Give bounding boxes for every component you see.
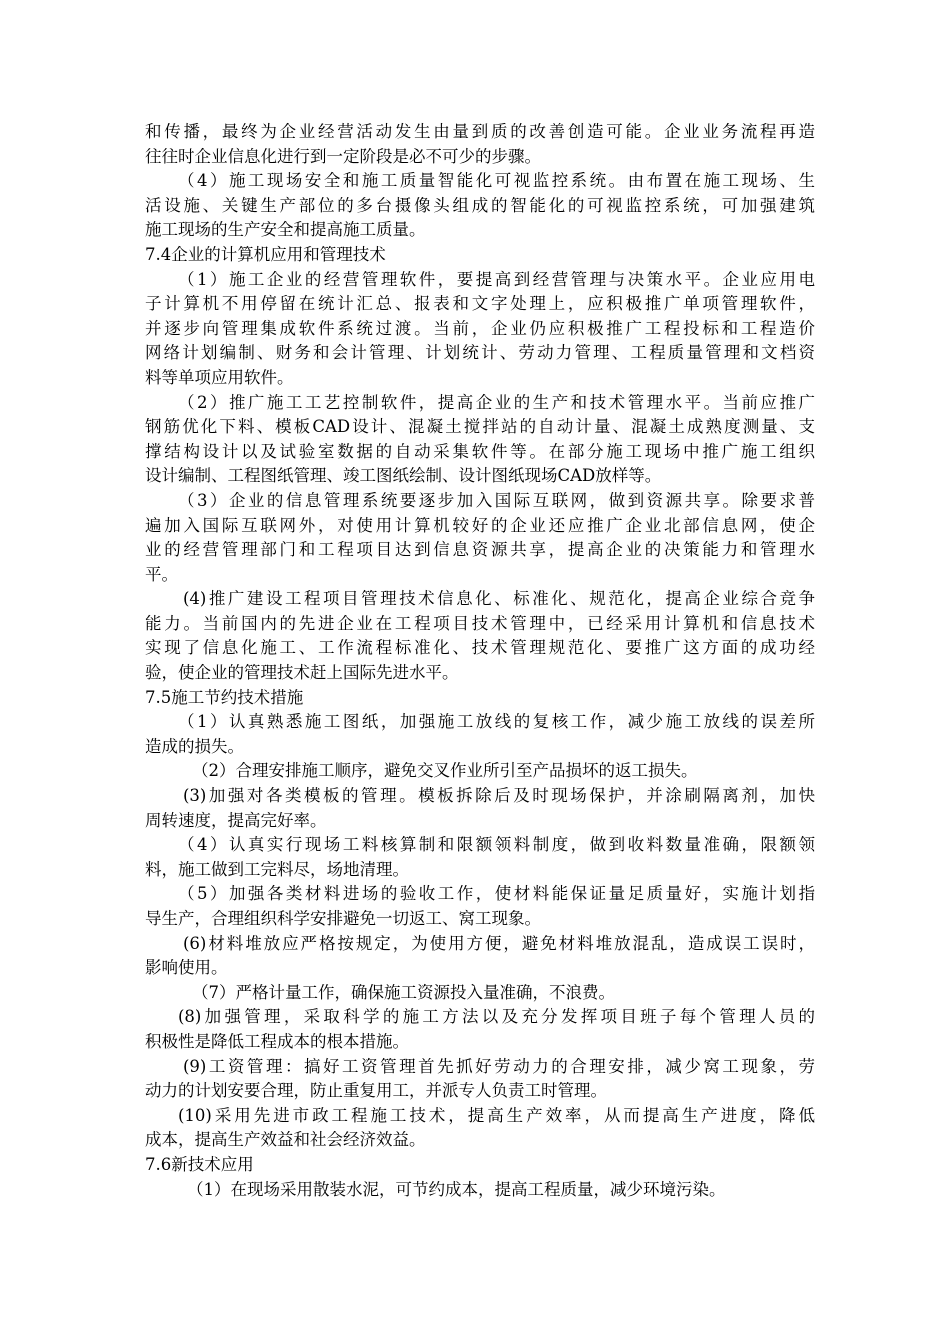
- paragraph: [145, 268, 815, 391]
- section-heading: [145, 243, 815, 268]
- text-line: 施工现场的生产安全和提高施工质量。: [145, 220, 426, 240]
- paragraph: [145, 1055, 815, 1104]
- text-line: （1）认真熟悉施工图纸，加强施工放线的复核工作，减少施工放线的误差所: [178, 712, 815, 732]
- text-line: 子计算机不用停留在统计汇总、报表和文字处理上，应积极推广单项管理软件，: [145, 294, 815, 314]
- paragraph: [145, 489, 815, 587]
- text-line: 积极性是降低工程成本的根本措施。: [145, 1031, 409, 1051]
- text-line: （1）施工企业的经营管理软件，要提高到经营管理与决策水平。企业应用电: [178, 269, 815, 289]
- text-line: 验，使企业的管理技术赶上国际先进水平。: [145, 663, 459, 683]
- text-line: （4）认真实行现场工料核算制和限额领料制度，做到收料数量准确，限额领: [178, 835, 815, 855]
- paragraph: [145, 1104, 815, 1153]
- text-line: 网络计划编制、财务和会计管理、计划统计、劳动力管理、工程质量管理和文档资: [145, 343, 815, 363]
- paragraph: [145, 833, 815, 882]
- section-heading: [145, 686, 815, 711]
- text-line: (8)加强管理，采取科学的施工方法以及充分发挥项目班子每个管理人员的: [178, 1007, 815, 1027]
- text-line: (4)推广建设工程项目管理技术信息化、标准化、规范化，提高企业综合竞争: [183, 589, 815, 609]
- paragraph: [145, 932, 815, 981]
- paragraph: [145, 710, 815, 759]
- text-line: （2）合理安排施工顺序，避免交叉作业所引至产品损坏的返工损失。: [192, 761, 698, 781]
- text-line: 造成的损失。: [145, 736, 244, 756]
- text-line: 设计编制、工程图纸管理、竣工图纸绘制、设计图纸现场CAD放样等。: [145, 466, 662, 486]
- text-line: 并逐步向管理集成软件系统过渡。当前，企业仍应积极推广工程投标和工程造价: [145, 318, 815, 338]
- text-line: 撑结构设计以及试验室数据的自动采集软件等。在部分施工现场中推广施工组织: [145, 441, 815, 461]
- text-line: 7.5施工节约技术措施: [145, 687, 304, 707]
- paragraph: [145, 759, 815, 784]
- paragraph: [145, 784, 815, 833]
- text-line: 活设施、关键生产部位的多台摄像头组成的智能化的可视监控系统，可加强建筑: [145, 195, 815, 215]
- text-line: (10)采用先进市政工程施工技术，提高生产效率，从而提高生产进度，降低: [178, 1105, 815, 1125]
- section-heading: [145, 1153, 815, 1178]
- paragraph: [145, 587, 815, 685]
- text-line: （5）加强各类材料进场的验收工作，使材料能保证量足质量好，实施计划指: [178, 884, 815, 904]
- text-line: 遍加入国际互联网外，对使用计算机较好的企业还应推广企业北部信息网，使企: [145, 515, 815, 535]
- paragraph: [145, 391, 815, 489]
- text-line: 和传播，最终为企业经营活动发生由量到质的改善创造可能。企业业务流程再造: [145, 122, 815, 141]
- paragraph: [145, 1005, 815, 1054]
- paragraph: [145, 169, 815, 243]
- text-line: 影响使用。: [145, 958, 228, 978]
- paragraph: [145, 882, 815, 931]
- text-line: 成本，提高生产效益和社会经济效益。: [145, 1130, 426, 1150]
- text-line: (6)材料堆放应严格按规定，为使用方便，避免材料堆放混乱，造成误工误时，: [183, 933, 815, 953]
- text-line: 钢筋优化下料、模板CAD设计、混凝土搅拌站的自动计量、混凝土成熟度测量、支: [145, 417, 815, 437]
- document-page: [145, 120, 815, 1202]
- text-line: （4）施工现场安全和施工质量智能化可视监控系统。由布置在施工现场、生: [178, 171, 815, 191]
- text-line: （1）在现场采用散装水泥，可节约成本，提高工程质量，减少环境污染。: [187, 1179, 726, 1199]
- text-line: 料，施工做到工完料尽，场地清理。: [145, 859, 409, 879]
- paragraph: [145, 1178, 815, 1203]
- paragraph: [145, 981, 815, 1006]
- paragraph: [145, 120, 815, 169]
- text-line: 实现了信息化施工、工作流程标准化、技术管理规范化、要推广这方面的成功经: [145, 638, 815, 658]
- text-line: 往往时企业信息化进行到一定阶段是必不可少的步骤。: [145, 146, 541, 166]
- text-line: 平。: [145, 564, 178, 584]
- text-line: 料等单项应用软件。: [145, 367, 294, 387]
- text-line: （2）推广施工工艺控制软件，提高企业的生产和技术管理水平。当前应推广: [178, 392, 815, 412]
- text-line: 7.6新技术应用: [145, 1154, 254, 1174]
- text-line: 业的经营管理部门和工程项目达到信息资源共享，提高企业的决策能力和管理水: [145, 540, 815, 560]
- text-line: （7）严格计量工作，确保施工资源投入量准确，不浪费。: [192, 982, 615, 1002]
- text-line: (9)工资管理：搞好工资管理首先抓好劳动力的合理安排，减少窝工现象，劳: [183, 1056, 815, 1076]
- text-line: 导生产，合理组织科学安排避免一切返工、窝工现象。: [145, 909, 541, 928]
- text-line: 7.4企业的计算机应用和管理技术: [145, 244, 386, 264]
- text-line: 动力的计划安要合理，防止重复用工，并派专人负责工时管理。: [145, 1081, 607, 1101]
- text-line: 能力。当前国内的先进企业在工程项目技术管理中，已经采用计算机和信息技术: [145, 613, 815, 633]
- text-line: 周转速度，提高完好率。: [145, 810, 327, 830]
- text-line: (3)加强对各类模板的管理。模板拆除后及时现场保护，并涂刷隔离剂，加快: [183, 786, 815, 806]
- text-line: （3）企业的信息管理系统要逐步加入国际互联网，做到资源共享。除要求普: [178, 490, 815, 510]
